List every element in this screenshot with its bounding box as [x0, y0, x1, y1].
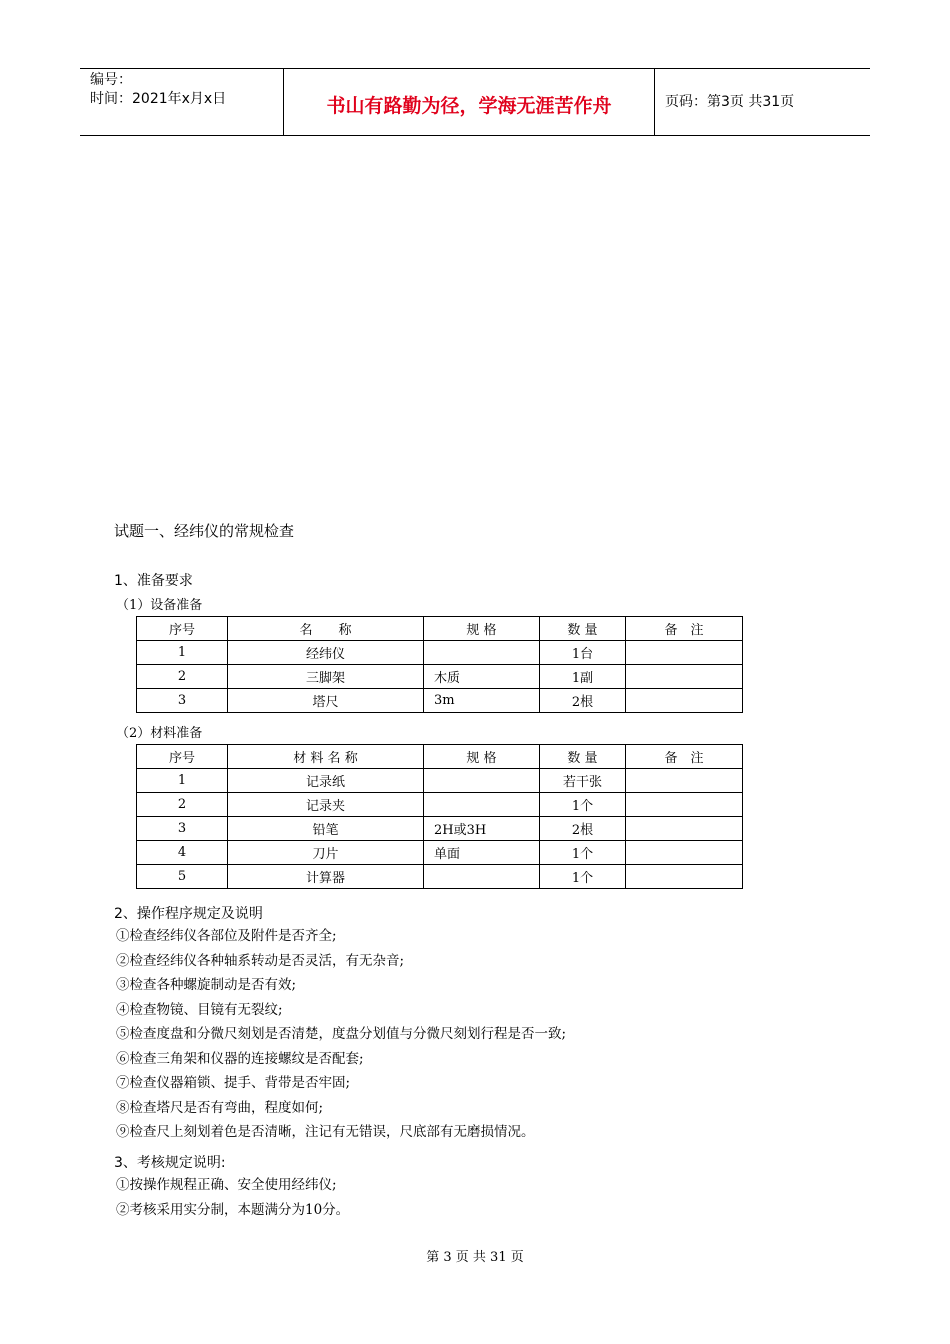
table-cell: 2: [137, 793, 228, 817]
column-header: 数 量: [540, 617, 626, 641]
list-item: ④检查物镜、目镜有无裂纹;: [116, 1001, 283, 1018]
table-cell: 记录纸: [228, 769, 424, 793]
document-number: 编号：: [90, 72, 132, 88]
page-footer: 第 3 页 共 31 页: [426, 1250, 524, 1265]
table-cell: 塔尺: [228, 689, 424, 713]
procedure-list: [116, 924, 566, 1145]
table-cell: [626, 769, 743, 793]
table-cell: 1个: [540, 793, 626, 817]
table-cell: 4: [137, 841, 228, 865]
equipment-table: [136, 616, 743, 713]
table-row: [137, 865, 743, 889]
column-header: 材 料 名 称: [228, 745, 424, 769]
table-cell: 1台: [540, 641, 626, 665]
exam-question-title: 试题一、经纬仪的常规检查: [114, 522, 295, 540]
table-cell: 木质: [424, 665, 540, 689]
table-cell: 记录夹: [228, 793, 424, 817]
table-cell: [424, 641, 540, 665]
column-header: 序号: [137, 617, 228, 641]
table-cell: 2: [137, 665, 228, 689]
section-assessment-heading: 3、考核规定说明:: [114, 1155, 226, 1171]
table-cell: [424, 793, 540, 817]
column-header: 备 注: [626, 617, 743, 641]
section-preparation-heading: 1、准备要求: [114, 573, 193, 589]
table-cell: [626, 641, 743, 665]
list-item: ⑦检查仪器箱锁、提手、背带是否牢固;: [116, 1075, 351, 1091]
column-header: 名 称: [228, 617, 424, 641]
list-item: ①按操作规程正确、安全使用经纬仪;: [116, 1177, 337, 1193]
column-header: 数 量: [540, 745, 626, 769]
header-page-number: 页码：第3页 共31页: [665, 94, 795, 110]
table-cell: 1个: [540, 865, 626, 889]
list-item: ③检查各种螺旋制动是否有效;: [116, 977, 297, 993]
table-cell: 三脚架: [228, 665, 424, 689]
column-header: 序号: [137, 745, 228, 769]
table-cell: [626, 817, 743, 841]
table-cell: 2根: [540, 817, 626, 841]
table-cell: [626, 665, 743, 689]
table-row: [137, 665, 743, 689]
table-cell: 计算器: [228, 865, 424, 889]
list-item: ⑨检查尺上刻划着色是否清晰，注记有无错误，尺底部有无磨损情况。: [116, 1124, 535, 1140]
page-header: [80, 68, 870, 136]
column-header: 规 格: [424, 745, 540, 769]
table-cell: [626, 689, 743, 713]
table-cell: 单面: [424, 841, 540, 865]
list-item: ①检查经纬仪各部位及附件是否齐全;: [116, 928, 337, 944]
materials-table: [136, 744, 743, 889]
table-row: [137, 641, 743, 665]
table-row: [137, 841, 743, 865]
table-cell: 铅笔: [228, 817, 424, 841]
list-item: ②考核采用实分制，本题满分为10分。: [116, 1201, 350, 1218]
table-cell: 1: [137, 641, 228, 665]
table-cell: 刀片: [228, 841, 424, 865]
table-cell: [626, 865, 743, 889]
equipment-heading: （1）设备准备: [116, 598, 203, 613]
materials-heading: （2）材料准备: [116, 726, 203, 741]
table-header-row: [137, 745, 743, 769]
table-cell: 3m: [424, 689, 540, 713]
table-cell: 1副: [540, 665, 626, 689]
table-cell: [626, 793, 743, 817]
table-cell: [424, 865, 540, 889]
table-header-row: [137, 617, 743, 641]
list-item: ②检查经纬仪各种轴系转动是否灵活，有无杂音;: [116, 952, 405, 969]
table-cell: 5: [137, 865, 228, 889]
section-procedure-heading: 2、操作程序规定及说明: [114, 906, 263, 922]
list-item: ⑥检查三角架和仪器的连接螺纹是否配套;: [116, 1050, 364, 1067]
column-header: 备 注: [626, 745, 743, 769]
table-cell: [626, 841, 743, 865]
table-row: [137, 689, 743, 713]
table-cell: 3: [137, 689, 228, 713]
table-cell: 2根: [540, 689, 626, 713]
column-header: 规 格: [424, 617, 540, 641]
table-row: [137, 769, 743, 793]
table-row: [137, 817, 743, 841]
table-cell: 3: [137, 817, 228, 841]
header-motto: 书山有路勤为径，学海无涯苦作舟: [283, 69, 655, 135]
assessment-list: [116, 1173, 349, 1222]
document-date: 时间：2021年x月x日: [90, 91, 227, 107]
list-item: ⑤检查度盘和分微尺刻划是否清楚，度盘分划值与分微尺刻划行程是否一致;: [116, 1026, 567, 1042]
table-row: [137, 793, 743, 817]
table-cell: 经纬仪: [228, 641, 424, 665]
table-cell: 若干张: [540, 769, 626, 793]
list-item: ⑧检查塔尺是否有弯曲，程度如何;: [116, 1099, 324, 1116]
table-cell: 1: [137, 769, 228, 793]
table-cell: [424, 769, 540, 793]
table-cell: 2H或3H: [424, 817, 540, 841]
header-meta: [80, 69, 283, 135]
table-cell: 1个: [540, 841, 626, 865]
